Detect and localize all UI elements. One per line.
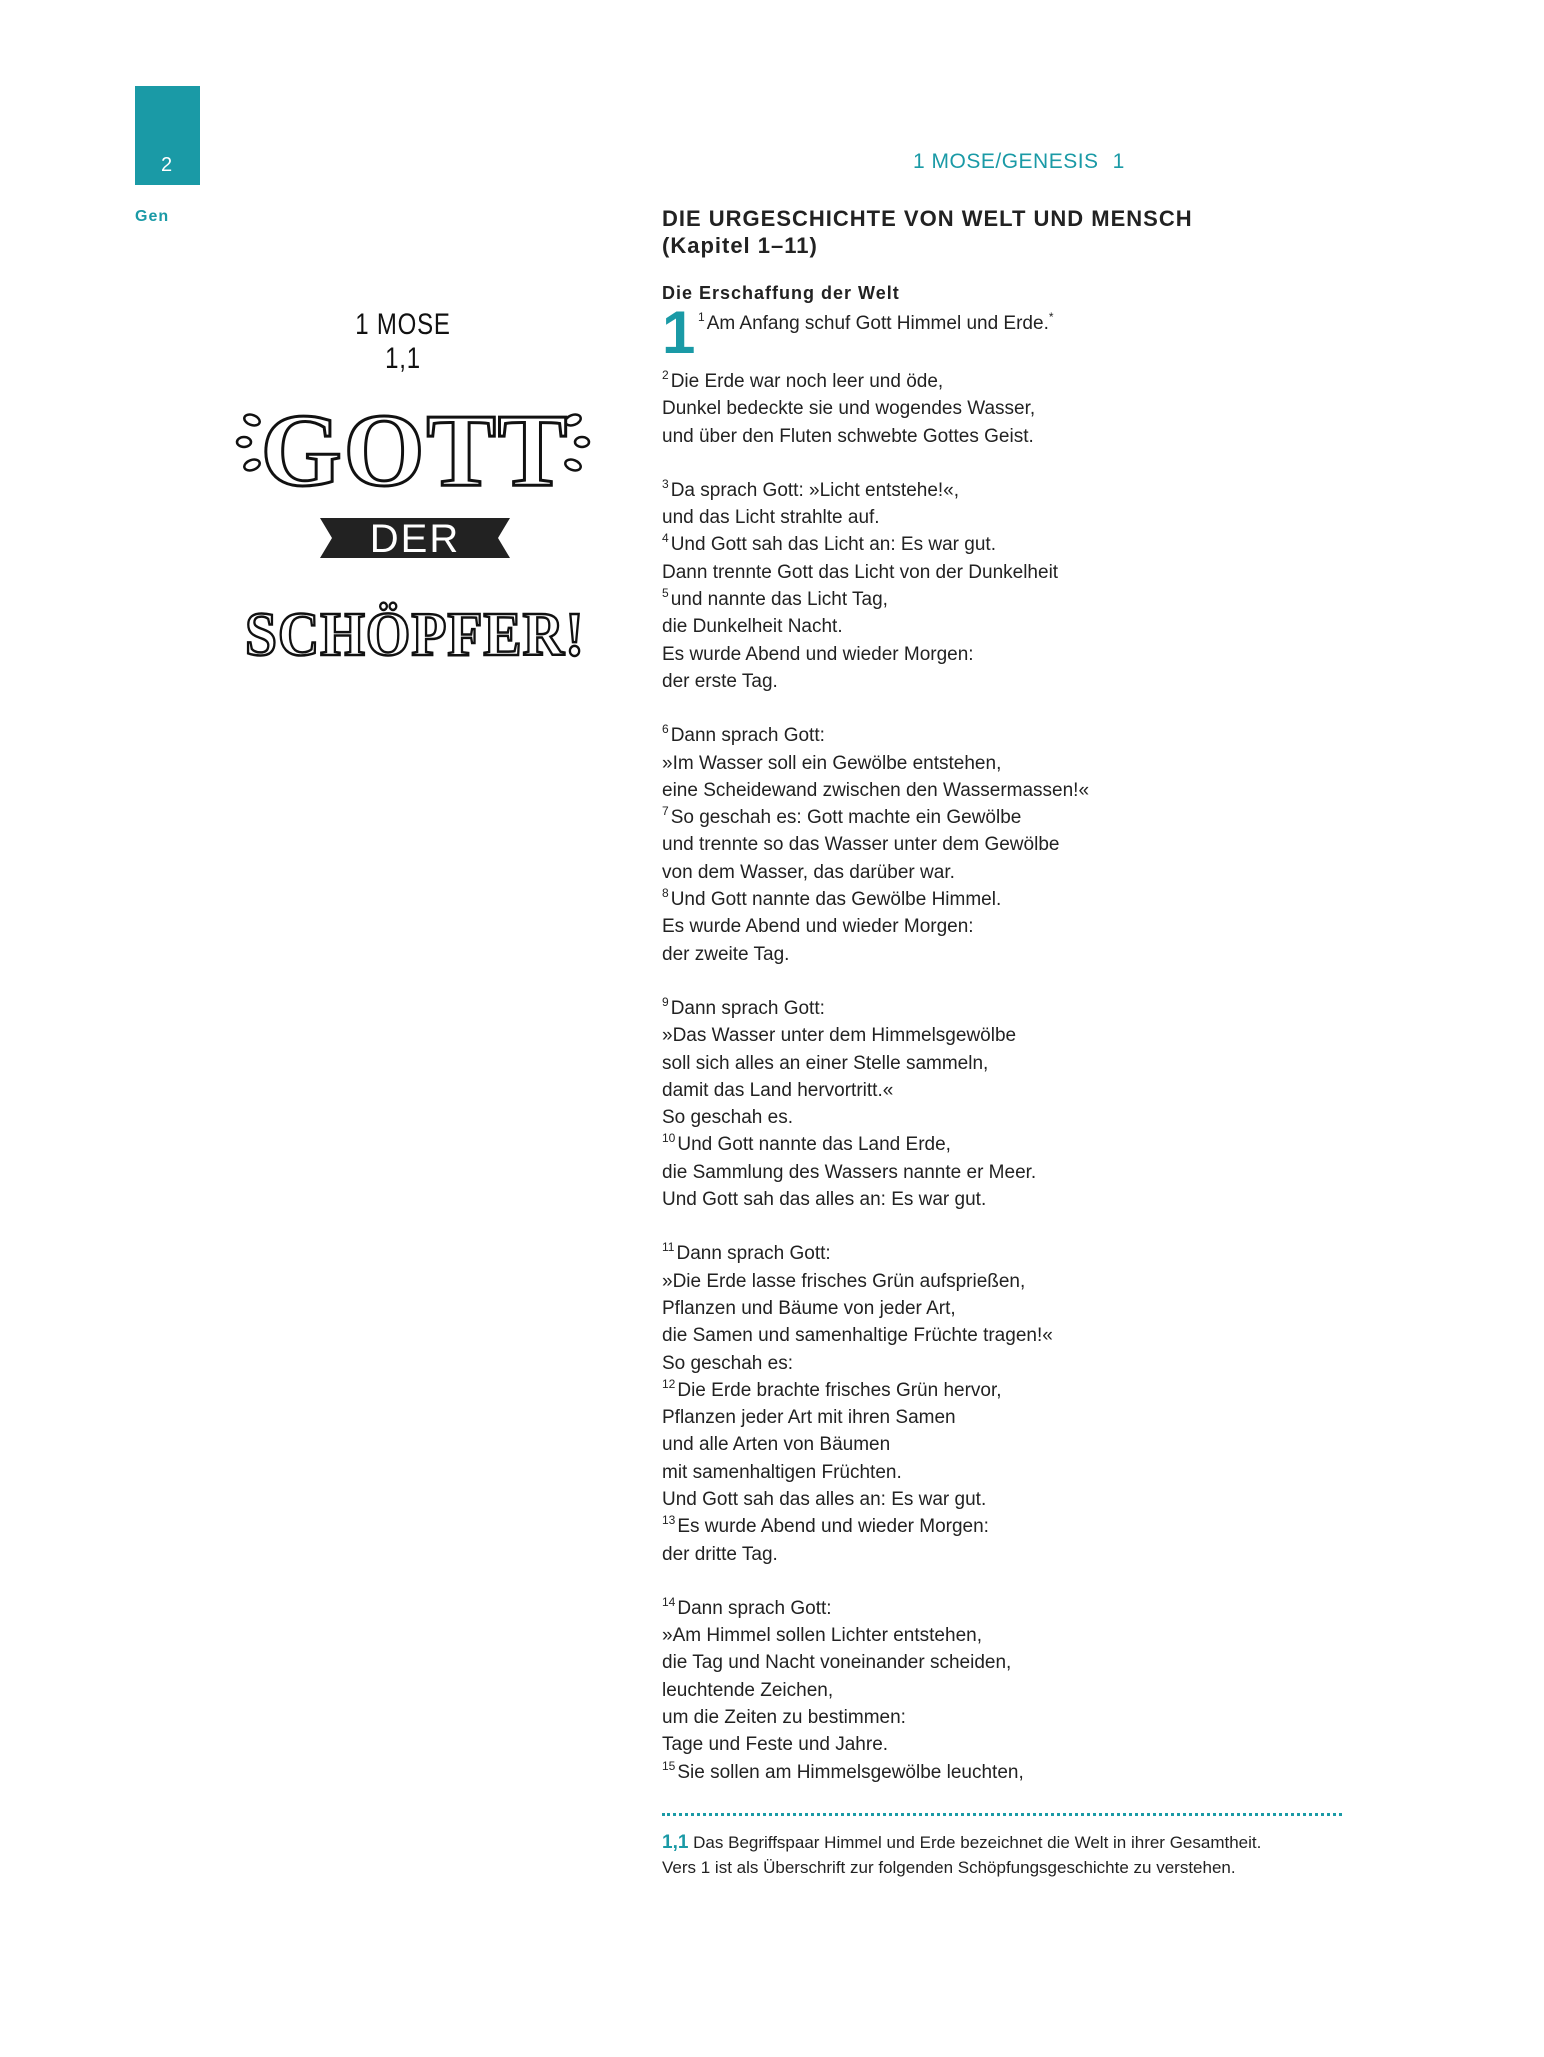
verse-text: Und Gott sah das Licht an: Es war gut. (670, 534, 996, 556)
stanza (662, 1240, 1352, 1568)
verse-line (662, 1541, 1352, 1568)
verse-line (662, 1759, 1352, 1786)
verse-line (662, 559, 1352, 586)
verse-number: 8 (662, 886, 669, 901)
verse-line (662, 859, 1352, 886)
verse-text: Es wurde Abend und wieder Morgen: (662, 916, 974, 938)
verse-line (662, 913, 1352, 940)
verse-line (662, 1595, 1352, 1622)
verse-text: und über den Fluten schwebte Gottes Geist. (662, 425, 1034, 447)
verse-number: 12 (662, 1376, 676, 1391)
verse-text: Sie sollen am Himmelsgewölbe leuchten, (677, 1761, 1024, 1783)
verse-text: »Das Wasser unter dem Himmelsgewölbe (662, 1025, 1017, 1047)
verse-line (662, 368, 1352, 395)
verse-line (662, 1677, 1352, 1704)
verse-line (662, 1131, 1352, 1158)
verse-line (662, 1486, 1352, 1513)
verse-text: »Am Himmel sollen Lichter entstehen, (662, 1625, 982, 1647)
verse-text: Es wurde Abend und wieder Morgen: (677, 1516, 989, 1538)
verse-number: 13 (662, 1513, 676, 1528)
verse-text: Und Gott nannte das Land Erde, (677, 1134, 951, 1156)
verse-text: Pflanzen jeder Art mit ihren Samen (662, 1407, 956, 1429)
verse-number: 2 (662, 368, 669, 382)
verse-number: 9 (662, 994, 669, 1009)
verse-line (662, 995, 1352, 1022)
scripture-text (662, 368, 1352, 1786)
verse-text: Dann sprach Gott: (676, 1243, 831, 1265)
verse-line (662, 886, 1352, 913)
stanza (662, 477, 1352, 695)
verse-number: 6 (662, 722, 669, 737)
stanza (662, 1595, 1352, 1786)
verse-text: Pflanzen und Bäume von jeder Art, (662, 1297, 956, 1319)
verse-line (662, 750, 1352, 777)
verse-text: Und Gott sah das alles an: Es war gut. (662, 1488, 987, 1510)
verse-line (662, 1622, 1352, 1649)
verse-text: Die Erde brachte frisches Grün hervor, (677, 1379, 1002, 1401)
verse-text: »Die Erde lasse frisches Grün aufsprießen, (662, 1270, 1026, 1292)
verse-line (662, 1022, 1352, 1049)
verse-line (662, 641, 1352, 668)
verse-text: So geschah es. (662, 1107, 793, 1129)
verse-text: und nannte das Licht Tag, (670, 589, 888, 611)
artwork-word-gott: GOTT (260, 393, 570, 508)
artwork-word-schoepfer: SCHÖPFER! (245, 601, 585, 669)
verse-text: um die Zeiten zu bestimmen: (662, 1707, 906, 1729)
stanza (662, 368, 1352, 450)
verse-1 (698, 310, 1056, 337)
verse-line (662, 395, 1352, 422)
section-title: Die Erschaffung der Welt (662, 283, 900, 303)
footnote-marker: * (1048, 310, 1054, 324)
verse-line (662, 1159, 1352, 1186)
footnote-ref: 1,1 (662, 1832, 689, 1853)
main-title-line-2: (Kapitel 1–11) (662, 233, 818, 258)
verse-line (662, 831, 1352, 858)
verse-number: 15 (662, 1758, 676, 1773)
verse-line (662, 531, 1352, 558)
main-title (662, 205, 1352, 259)
verse-text: Dann sprach Gott: (670, 725, 825, 747)
verse-text: mit samenhaltigen Früchten. (662, 1461, 902, 1483)
verse-text: der dritte Tag. (662, 1543, 778, 1565)
verse-text: »Im Wasser soll ein Gewölbe entstehen, (662, 752, 1002, 774)
verse-text: Dann trennte Gott das Licht von der Dunkelheit (662, 561, 1059, 583)
verse-text: die Samen und samenhaltige Früchte tragen!« (662, 1325, 1053, 1347)
verse-line (662, 1431, 1352, 1458)
verse-line (662, 668, 1352, 695)
main-column (662, 205, 1352, 1813)
verse-number: 10 (662, 1131, 676, 1146)
stanza (662, 995, 1352, 1213)
verse-number: 14 (662, 1594, 676, 1609)
verse-text: Es wurde Abend und wieder Morgen: (662, 643, 974, 665)
verse-line (662, 423, 1352, 450)
verse-text: Tage und Feste und Jahre. (662, 1734, 889, 1756)
verse-text: die Tag und Nacht voneinander scheiden, (662, 1652, 1012, 1674)
verse-text: soll sich alles an einer Stelle sammeln, (662, 1052, 989, 1074)
verse-line (662, 1731, 1352, 1758)
verse-text: der erste Tag. (662, 670, 778, 692)
verse-text: Und Gott nannte das Gewölbe Himmel. (670, 889, 1002, 911)
verse-text: eine Scheidewand zwischen den Wassermassen!« (662, 779, 1090, 801)
verse-text: leuchtende Zeichen, (662, 1679, 834, 1701)
verse-text: So geschah es: Gott machte ein Gewölbe (670, 807, 1022, 829)
running-head (913, 150, 1125, 174)
first-verse-block (662, 299, 1352, 368)
verse-text: und das Licht strahlte auf. (662, 507, 880, 529)
verse-number: 3 (662, 476, 669, 491)
verse-line (662, 804, 1352, 831)
verse-line (662, 613, 1352, 640)
verse-number: 5 (662, 586, 669, 601)
verse-text: Da sprach Gott: »Licht entstehe!«, (670, 479, 960, 501)
verse-line (662, 777, 1352, 804)
verse-line (662, 1077, 1352, 1104)
verse-text: Dann sprach Gott: (670, 997, 825, 1019)
page-number: 2 (161, 154, 173, 176)
running-head-book: 1 MOSE/GENESIS (913, 150, 1099, 173)
page-number-tab (135, 86, 200, 185)
stanza (662, 722, 1352, 968)
verse-number: 1 (698, 310, 705, 324)
verse-text: So geschah es: (662, 1352, 793, 1374)
book-abbrev: Gen (135, 208, 170, 225)
verse-line (662, 722, 1352, 749)
verse-text: die Dunkelheit Nacht. (662, 616, 843, 638)
verse-line (662, 1513, 1352, 1540)
verse-text: von dem Wasser, das darüber war. (662, 861, 955, 883)
verse-line (662, 1350, 1352, 1377)
verse-text: damit das Land hervortritt.« (662, 1079, 894, 1101)
verse-line (662, 1322, 1352, 1349)
verse-line (662, 586, 1352, 613)
verse-text: und alle Arten von Bäumen (662, 1434, 891, 1456)
verse-line (662, 1404, 1352, 1431)
verse-number: 7 (662, 804, 669, 819)
chapter-number: 1 (662, 299, 696, 366)
verse-text: Dunkel bedeckte sie und wogendes Wasser, (662, 398, 1036, 420)
verse-line (662, 1050, 1352, 1077)
verse-text: Und Gott sah das alles an: Es war gut. (662, 1189, 987, 1211)
verse-line (662, 504, 1352, 531)
verse-text: Dann sprach Gott: (677, 1597, 832, 1619)
main-title-line-1: DIE URGESCHICHTE VON WELT UND MENSCH (662, 206, 1193, 231)
left-drops-icon (237, 413, 261, 473)
footnote (662, 1830, 1352, 1880)
verse-number: 11 (662, 1240, 675, 1255)
verse-line (662, 477, 1352, 504)
verse-text: der zweite Tag. (662, 943, 790, 965)
verse-text: Die Erde war noch leer und öde, (670, 371, 944, 392)
verse-line (662, 1704, 1352, 1731)
verse-line (662, 1104, 1352, 1131)
verse-line (662, 1240, 1352, 1267)
footnote-divider (662, 1813, 1342, 1816)
artwork-illustration (230, 380, 600, 690)
verse-text: die Sammlung des Wassers nannte er Meer. (662, 1161, 1037, 1183)
running-head-chapter: 1 (1112, 150, 1125, 173)
artwork-word-der: DER (369, 517, 461, 561)
verse-line (662, 941, 1352, 968)
verse-line (662, 1459, 1352, 1486)
verse-number: 4 (662, 531, 669, 546)
verse-line (662, 1186, 1352, 1213)
footnote-line-1: Das Begriffspaar Himmel und Erde bezeichnet die Welt in ihrer Gesamtheit. (693, 1833, 1262, 1852)
verse-text: Am Anfang schuf Gott Himmel und Erde. (706, 313, 1049, 334)
artwork-reference: 1 MOSE 1,1 (355, 308, 451, 375)
verse-text: und trennte so das Wasser unter dem Gewölbe (662, 834, 1060, 856)
footnote-line-2: Vers 1 ist als Überschrift zur folgenden Schöpfungsgeschichte zu verstehen. (662, 1858, 1236, 1877)
verse-line (662, 1649, 1352, 1676)
verse-line (662, 1295, 1352, 1322)
verse-line (662, 1377, 1352, 1404)
verse-line (662, 1268, 1352, 1295)
